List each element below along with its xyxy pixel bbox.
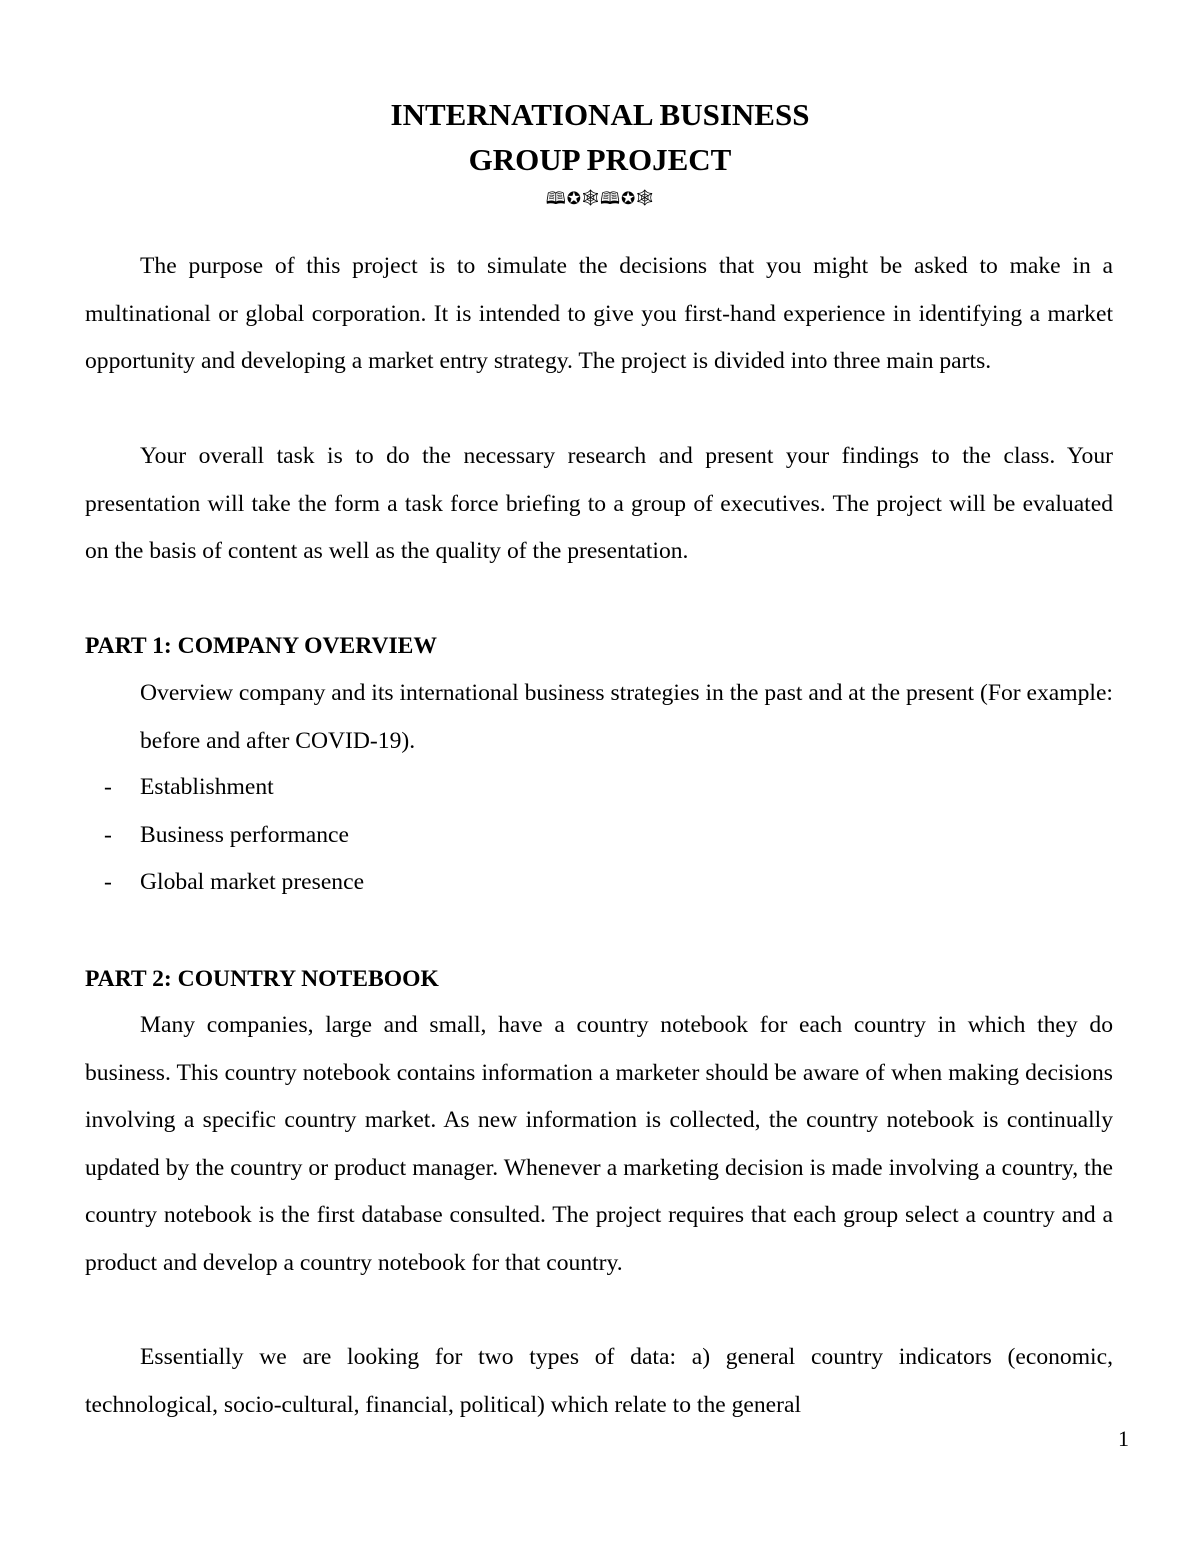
bullet-text: Establishment [140,774,274,800]
part1-bullet-list [85,764,364,907]
list-item [85,764,364,812]
list-item [85,859,364,907]
part2-heading: PART 2: COUNTRY NOTEBOOK [85,966,439,992]
part2-paragraph-2: Essentially we are looking for two types of data: a) general country indicators (economic, technological, socio-cultural, financial, political) which relate to the general [85,1344,1113,1418]
document-title-line2: GROUP PROJECT [468,142,732,177]
bullet-dash: - [104,774,112,800]
bullet-text: Business performance [140,821,350,848]
part1-heading: PART 1: COMPANY OVERVIEW [85,633,438,659]
part2-paragraph-1: Many companies, large and small, have a country notebook for each country in which they do business. This country notebook contains information a marketer should be aware of when making decisions involving a specific country market. As new information is collected, the country notebook is continually updated by the country or product manager. Whenever a marketing decision is made involving a country, the country notebook is the first database consulted. The project requires that each group select a country and a product and develop a country notebook for that country. [85,1012,1113,1276]
page-number: 1 [1118,1426,1129,1451]
document-title-line1: INTERNATIONAL BUSINESS [390,97,810,132]
intro-paragraph-1: The purpose of this project is to simulate the decisions that you might be asked to make in a multinational or global corporation. It is intended to give you first-hand experience in identifying a market opportunity and developing a market entry strategy. The project is divided into three main parts. [85,253,1113,374]
bullet-text: Global market presence [140,869,365,895]
bullet-dash: - [104,869,112,895]
part1-description: Overview company and its international business strategies in the past and at the present (For example: before and after COVID-19). [140,680,1113,754]
ornament-divider: 🕮✪🕸🕮✪🕸 [545,189,655,209]
list-item [85,812,364,860]
bullet-dash: - [104,821,112,848]
intro-paragraph-2: Your overall task is to do the necessary research and present your findings to the class. Your presentation will take the form a task force briefing to a group of executives. The project will be evaluated on the basis of content as well as the quality of the presentation. [85,443,1113,564]
